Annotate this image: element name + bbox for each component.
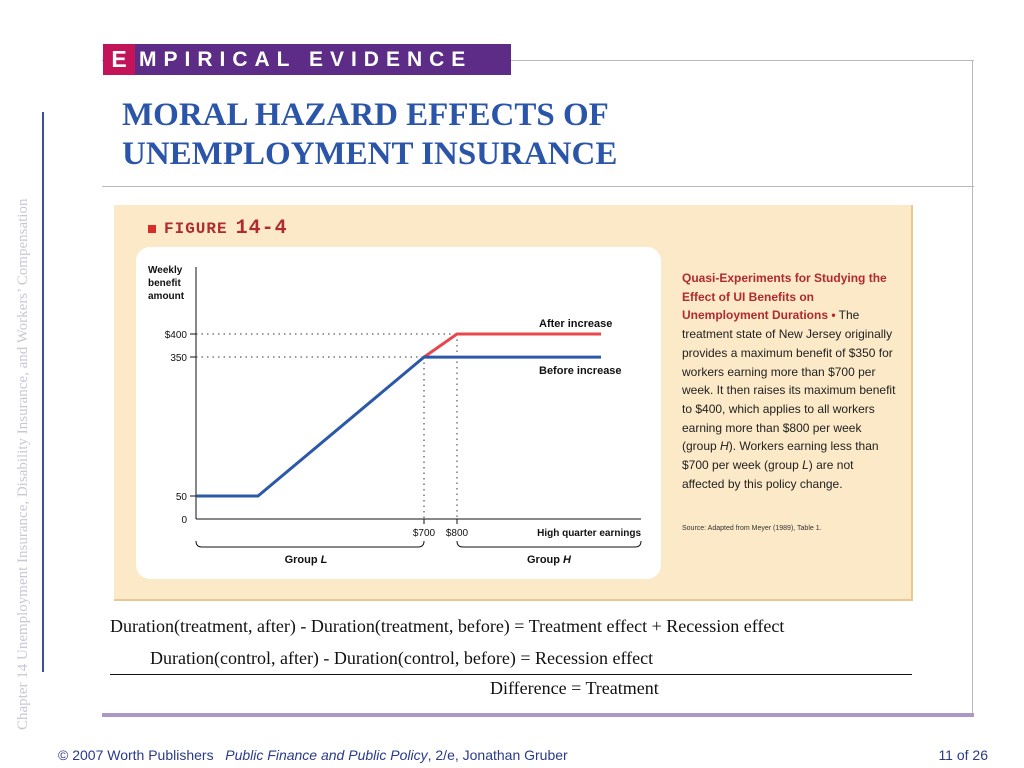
footer-edition: , 2/e, Jonathan Gruber [427, 747, 568, 763]
equation-rule [110, 674, 912, 675]
x-tick-label-700: $700 [412, 528, 436, 539]
slide-title [122, 96, 742, 174]
frame-bottom-line [102, 713, 974, 717]
series-label-after-increase: After increase [539, 318, 613, 330]
series-line-after-increase [424, 334, 601, 357]
y-axis-label-line-1: Weekly [148, 265, 183, 276]
caption-title: Quasi-Experiments for Studying the Effect of UI Benefits on Unemployment Durations • [682, 271, 887, 323]
series-label-before-increase: Before increase [539, 365, 622, 377]
slide-title-line-1: MORAL HAZARD EFFECTS OF [122, 97, 609, 133]
caption-body-1: The treatment state of New Jersey originally provides a maximum benefit of $350 for workers earning more than $700 per week. It then raises its maximum benefit to $400, which applies to all workers earning more than $800 per week (group [682, 308, 896, 454]
figure-label-word: FIGURE [164, 219, 228, 238]
x-axis-label: High quarter earnings [537, 528, 641, 539]
caption-group-l: L [802, 458, 809, 473]
chapter-side-label-text: Chapter 14 Unemployment Insurance, Disability Insurance, and Workers’ Compensation [15, 198, 31, 730]
frame-right-line [972, 60, 973, 716]
footer-copyright: © 2007 Worth Publishers [58, 747, 214, 763]
figure-label-number: 14-4 [235, 217, 288, 240]
caption-body-2: ). Workers earning less than $700 per week (group [682, 439, 879, 473]
y-tick-label-400: $400 [164, 330, 187, 341]
y-tick-label-350: 350 [170, 353, 187, 364]
benefit-chart [136, 247, 661, 579]
chapter-side-label [8, 35, 34, 735]
group-l-label: Group L [284, 554, 328, 566]
group-h-brace [457, 541, 641, 547]
slide-title-line-2: UNEMPLOYMENT INSURANCE [122, 136, 618, 172]
square-bullet-icon [148, 225, 156, 233]
equation-difference: Difference = Treatment [490, 678, 659, 698]
title-divider [102, 186, 974, 187]
figure-source: Source: Adapted from Meyer (1989), Table 1. [682, 525, 822, 532]
chart-panel [136, 247, 661, 579]
footer-book-title: Public Finance and Public Policy [225, 747, 428, 763]
banner-text: MPIRICAL EVIDENCE [139, 47, 473, 71]
figure-panel [114, 205, 913, 601]
caption-group-h: H [720, 439, 729, 454]
banner-first-letter: E [103, 44, 135, 75]
section-banner [103, 44, 511, 75]
y-tick-label-50: 50 [175, 492, 187, 503]
group-h-label: Group H [526, 554, 572, 566]
y-tick-label-0: 0 [181, 515, 187, 526]
slide-footer [58, 747, 988, 763]
y-axis-label-line-3: amount [148, 291, 185, 302]
page-number: 11 of 26 [938, 747, 988, 763]
y-axis-label-line-2: benefit [148, 278, 181, 289]
x-tick-label-800: $800 [445, 528, 469, 539]
figure-caption [682, 269, 897, 493]
side-rule [42, 112, 44, 672]
figure-label [148, 217, 288, 240]
caption-body-3: ) are not affected by this policy change. [682, 458, 854, 491]
series-line-before-increase [196, 357, 601, 496]
equation-control: Duration(control, after) - Duration(control, before) = Recession effect [150, 648, 654, 668]
group-l-brace [196, 541, 424, 547]
equation-treatment: Duration(treatment, after) - Duration(treatment, before) = Treatment effect + Recession effect [110, 616, 785, 636]
